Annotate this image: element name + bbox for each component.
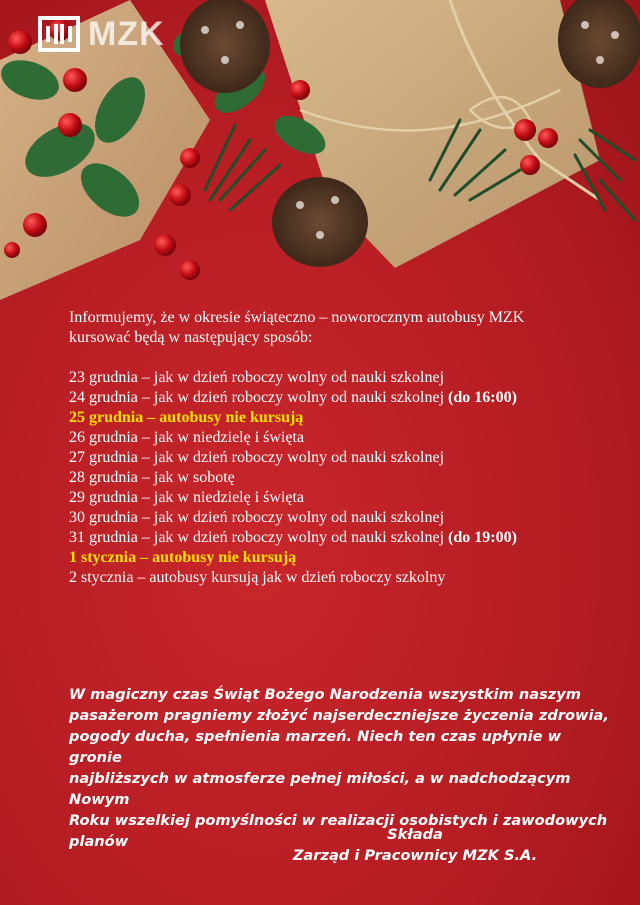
schedule-item: 26 grudnia – jak w niedzielę i święta: [69, 429, 305, 446]
schedule-item: 24 grudnia – jak w dzień roboczy wolny od nauki szkolnej (do 16:00): [69, 389, 517, 406]
wishes-line: W magiczny czas Świąt Bożego Narodzenia wszystkim naszym: [69, 686, 581, 703]
schedule-item: 30 grudnia – jak w dzień roboczy wolny od nauki szkolnej: [69, 509, 445, 526]
mzk-logo-icon: [36, 14, 82, 54]
schedule-item: 28 grudnia – jak w sobotę: [69, 469, 235, 486]
wishes-line: planów: [69, 833, 129, 850]
wishes-line: Roku wszelkiej pomyślności w realizacji osobistych i zawodowych: [69, 812, 608, 829]
wishes-line: najbliższych w atmosferze pełnej miłości, a w nadchodzącym Nowym: [69, 770, 571, 808]
wishes-line: pasażerom pragniemy złożyć najserdeczniejsze życzenia zdrowia,: [69, 707, 609, 724]
mzk-logo: [36, 14, 165, 54]
schedule-item: 27 grudnia – jak w dzień roboczy wolny od nauki szkolnej: [69, 449, 445, 466]
schedule-item: 23 grudnia – jak w dzień roboczy wolny od nauki szkolnej: [69, 369, 445, 386]
signature-line: Zarząd i Pracownicy MZK S.A.: [292, 847, 538, 864]
intro-text: [69, 308, 589, 348]
intro-line: Informujemy, że w okresie świąteczno – noworocznym autobusy MZK: [69, 309, 525, 326]
schedule-item-no-service: 1 stycznia – autobusy nie kursują: [69, 549, 297, 566]
signature-line: Składa: [387, 826, 443, 843]
schedule-item: 31 grudnia – jak w dzień roboczy wolny od nauki szkolnej (do 19:00): [69, 529, 517, 546]
signature: [290, 824, 540, 866]
wishes-line: pogody ducha, spełnienia marzeń. Niech ten czas upłynie w gronie: [69, 728, 562, 766]
intro-line: kursować będą w następujący sposób:: [69, 329, 313, 346]
logo-text: MZK: [88, 14, 165, 53]
schedule-item: 2 stycznia – autobusy kursują jak w dzień roboczy szkolny: [69, 569, 446, 586]
holiday-schedule-list: [69, 368, 609, 588]
schedule-item-no-service: 25 grudnia – autobusy nie kursują: [69, 409, 304, 426]
schedule-item: 29 grudnia – jak w niedzielę i święta: [69, 489, 305, 506]
